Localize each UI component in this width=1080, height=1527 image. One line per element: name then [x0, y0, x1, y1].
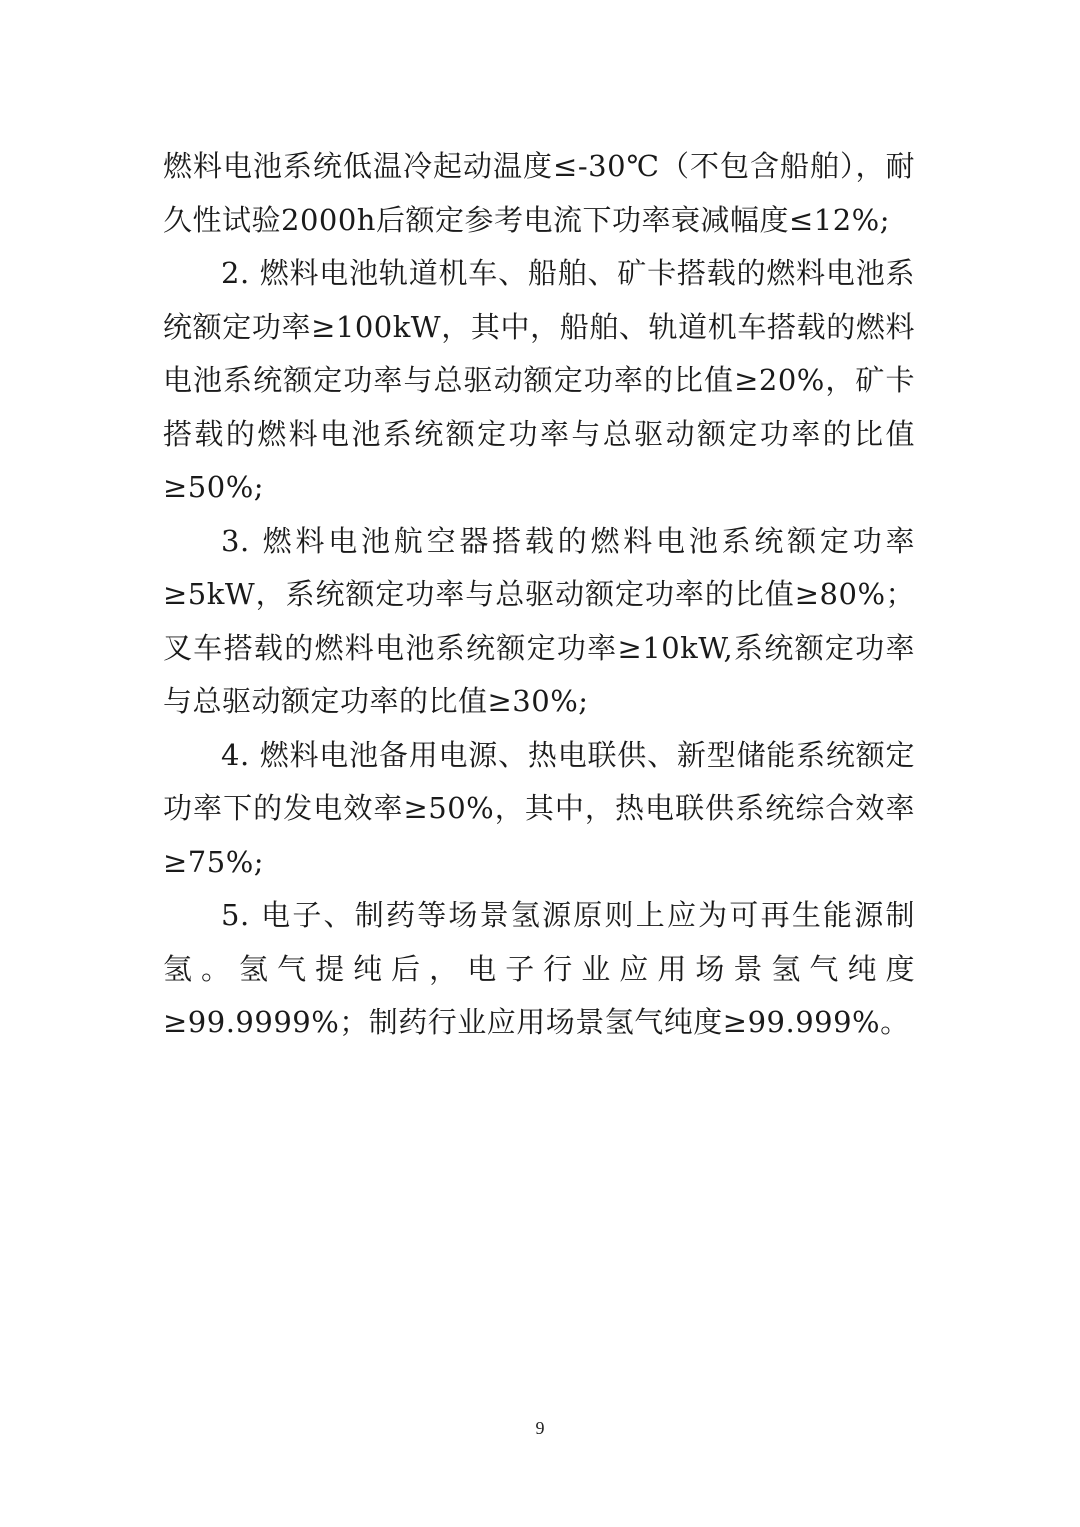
paragraph-item-5-hydrogen-purity: 5. 电子、制药等场景氢源原则上应为可再生能源制氢。氢气提纯后，电子行业应用场景氢气纯度≥99.9999%；制药行业应用场景氢气纯度≥99.999%。	[163, 898, 915, 1039]
document-body	[163, 140, 915, 1050]
paragraph-cold-start-durability: 燃料电池系统低温冷起动温度≤-30℃（不包含船舶），耐久性试验2000h后额定参考电流下功率衰减幅度≤12%;	[163, 149, 915, 237]
paragraph-item-2-rail-ship-mining: 2. 燃料电池轨道机车、船舶、矿卡搭载的燃料电池系统额定功率≥100kW，其中，船舶、轨道机车搭载的燃料电池系统额定功率与总驱动额定功率的比值≥20%，矿卡搭载的燃料电池系统额定功率与总驱动额定功率的比值≥50%;	[163, 256, 915, 504]
page-number: 9	[535, 1418, 545, 1438]
paragraph-item-4-backup-chp-storage: 4. 燃料电池备用电源、热电联供、新型储能系统额定功率下的发电效率≥50%，其中，热电联供系统综合效率≥75%;	[163, 737, 915, 879]
paragraph-item-3-aircraft-forklift: 3. 燃料电池航空器搭载的燃料电池系统额定功率≥5kW，系统额定功率与总驱动额定功率的比值≥80%；叉车搭载的燃料电池系统额定功率≥10kW,系统额定功率与总驱动额定功率的比值≥30%;	[163, 523, 915, 718]
